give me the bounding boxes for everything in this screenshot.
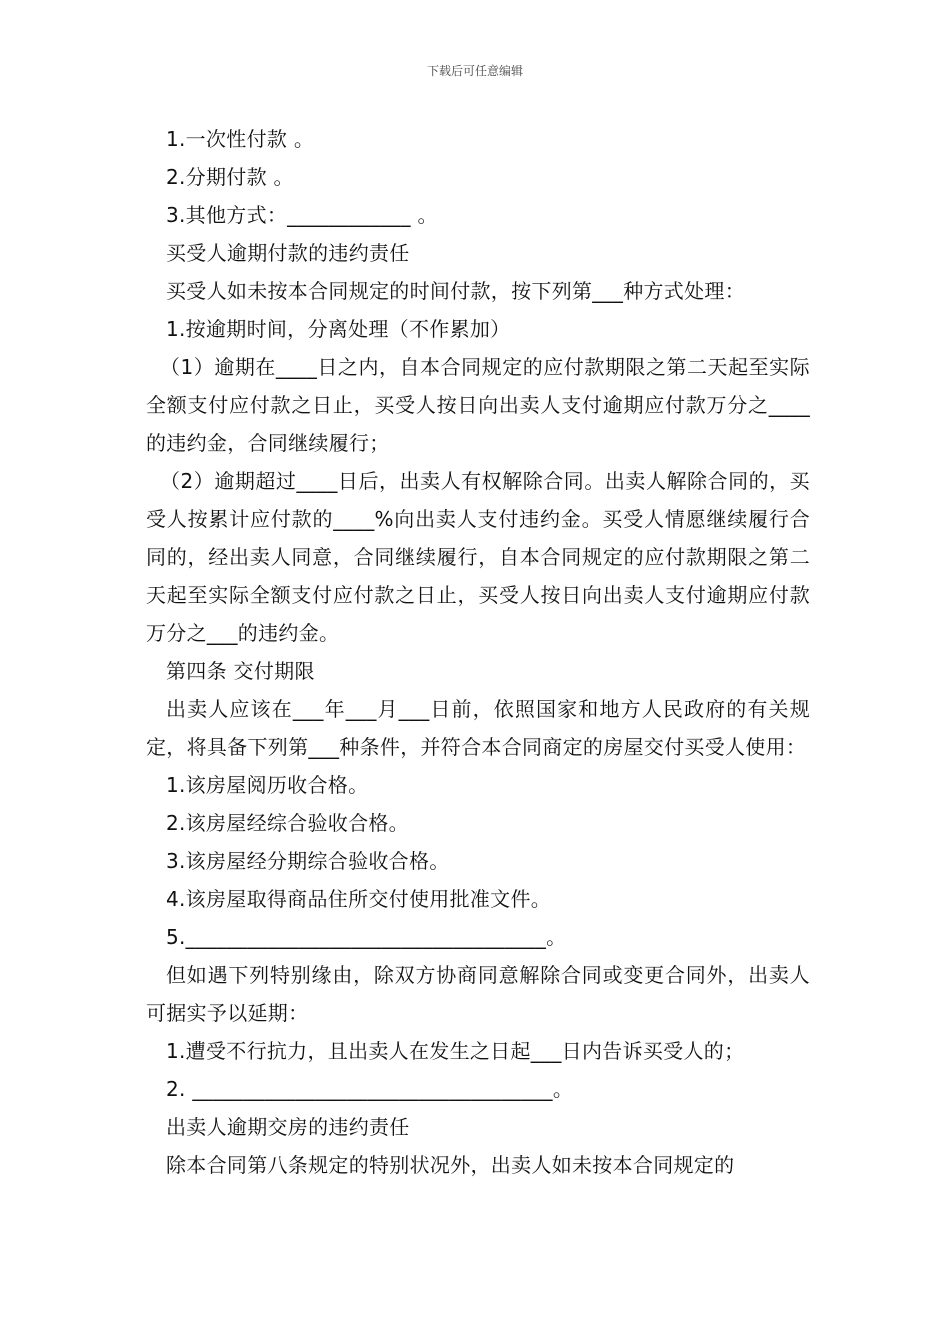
section-heading-late-payment: 买受人逾期付款的违约责任 bbox=[166, 241, 410, 265]
payment-option-1: 1.一次性付款 。 bbox=[166, 127, 315, 151]
delivery-condition-5: 5.___________________________________。 bbox=[166, 925, 567, 949]
delivery-condition-2: 2.该房屋经综合验收合格。 bbox=[166, 811, 409, 835]
late-payment-rule-1: 1.按逾期时间，分离处理（不作累加） bbox=[166, 317, 511, 341]
page-header: 下载后可任意编辑 bbox=[426, 64, 523, 78]
late-delivery-paragraph: 除本合同第八条规定的特别状况外，出卖人如未按本合同规定的 bbox=[166, 1153, 735, 1177]
late-payment-intro: 买受人如未按本合同规定的时间付款，按下列第___种方式处理： bbox=[166, 279, 745, 303]
delivery-condition-1: 1.该房屋阅历收合格。 bbox=[166, 773, 369, 797]
special-reasons-paragraph: 但如遇下列特别缘由，除双方协商同意解除合同或变更合同外，出卖人可据实予以延期： bbox=[146, 963, 810, 1025]
special-reason-2: 2. ___________________________________。 bbox=[166, 1077, 574, 1101]
article-four-heading: 第四条 交付期限 bbox=[166, 659, 315, 683]
delivery-deadline-paragraph: 出卖人应该在___年___月___日前，依照国家和地方人民政府的有关规定，将具备下列第___种条件，并符合本合同商定的房屋交付买受人使用： bbox=[146, 697, 810, 759]
late-payment-clause-1: （1）逾期在____日之内，自本合同规定的应付款期限之第二天起至实际全额支付应付款之日止，买受人按日向出卖人支付逾期应付款万分之____的违约金，合同继续履行； bbox=[146, 355, 810, 455]
payment-option-2: 2.分期付款 。 bbox=[166, 165, 294, 189]
late-payment-clause-2: （2）逾期超过____日后，出卖人有权解除合同。出卖人解除合同的，买受人按累计应付款的____%向出卖人支付违约金。买受人情愿继续履行合同的，经出卖人同意，合同继续履行，自本合同规定的应付款期限之第二天起至实际全额支付应付款之日止，买受人按日向出卖人支付逾期应付款万分之___的违约金。 bbox=[146, 469, 810, 645]
section-heading-late-delivery: 出卖人逾期交房的违约责任 bbox=[166, 1115, 410, 1139]
delivery-condition-3: 3.该房屋经分期综合验收合格。 bbox=[166, 849, 450, 873]
payment-option-3: 3.其他方式：____________ 。 bbox=[166, 203, 438, 227]
special-reason-1: 1.遭受不行抗力，且出卖人在发生之日起___日内告诉买受人的； bbox=[166, 1039, 745, 1063]
delivery-condition-4: 4.该房屋取得商品住所交付使用批准文件。 bbox=[166, 887, 552, 911]
document-body bbox=[146, 120, 810, 1184]
